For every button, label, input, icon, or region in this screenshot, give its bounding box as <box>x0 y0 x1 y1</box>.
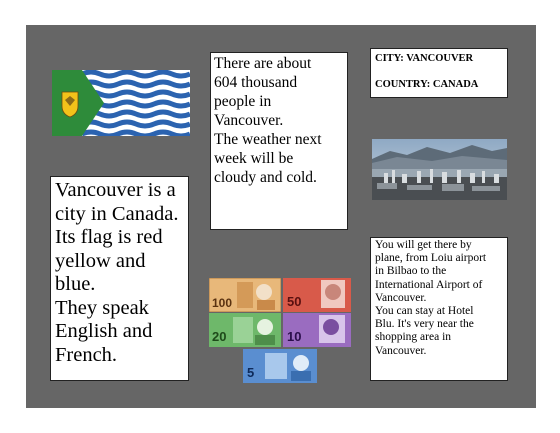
vancouver-flag <box>52 70 190 136</box>
main-text-line: city in Canada. <box>55 202 179 225</box>
population-text-line: week will be <box>214 150 294 167</box>
city-label: CITY: VANCOUVER <box>375 53 474 64</box>
population-weather-box <box>210 52 348 230</box>
travel-text-line: International Airport of <box>375 278 483 291</box>
travel-text-line: You can stay at Hotel <box>375 305 474 318</box>
main-text-line: French. <box>55 343 118 366</box>
population-text-line: The weather next <box>214 131 322 148</box>
banknote-20-value: 20 <box>212 329 227 344</box>
main-text-line: yellow and <box>55 249 146 272</box>
travel-text-line: Blu. It's very near the <box>375 318 474 331</box>
main-text-line: blue. <box>55 273 96 295</box>
main-text-line: Vancouver is a <box>55 179 176 201</box>
travel-text-line: You will get there by <box>375 239 472 251</box>
banknote-100 <box>209 278 281 312</box>
country-label: COUNTRY: CANADA <box>375 79 479 90</box>
banknote-10 <box>283 313 351 347</box>
banknote-5-value: 5 <box>247 365 255 380</box>
banknote-50 <box>283 278 351 312</box>
vancouver-skyline-photo <box>372 139 507 200</box>
population-text-line: There are about <box>214 55 312 72</box>
main-text-line: Its flag is red <box>55 226 163 248</box>
travel-info-box <box>370 237 508 381</box>
main-text-line: They speak <box>55 296 149 319</box>
banknote-100-value: 100 <box>212 296 233 310</box>
population-text-line: people in <box>214 93 272 110</box>
travel-text-line: Vancouver. <box>375 291 427 304</box>
main-text-line: English and <box>55 320 153 342</box>
banknote-50-value: 50 <box>287 294 302 309</box>
population-text-line: 604 thousand <box>214 74 298 91</box>
travel-text-line: Vancouver. <box>375 344 427 357</box>
population-text-line: Vancouver. <box>214 112 284 129</box>
banknote-5 <box>243 349 317 383</box>
travel-text-line: plane, from Loiu airport <box>375 252 487 265</box>
city-country-card <box>370 48 508 98</box>
banknote-20 <box>209 313 281 347</box>
banknote-10-value: 10 <box>287 329 302 344</box>
travel-text-line: shopping area in <box>375 331 452 344</box>
main-description-box <box>50 176 189 381</box>
population-text-line: cloudy and cold. <box>214 169 317 186</box>
travel-text-line: in Bilbao to the <box>375 265 447 278</box>
